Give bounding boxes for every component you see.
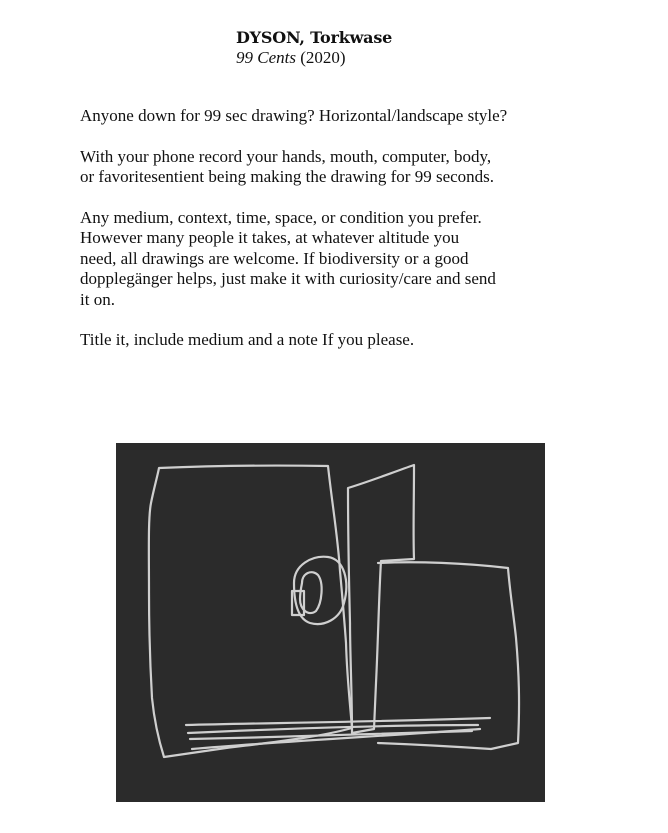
drawing-stroke-middle-block <box>348 465 414 733</box>
line-drawing-image <box>116 443 545 802</box>
paragraph-2: With your phone record your hands, mouth, computer, body, or favoritesentient being making the drawing for 99 seconds. <box>80 146 495 186</box>
artwork-title: 99 Cents <box>236 48 296 67</box>
artwork-header <box>236 28 392 68</box>
paragraph-1: Anyone down for 99 sec drawing? Horizontal/landscape style? <box>80 106 508 125</box>
paragraph-3: Any medium, context, time, space, or condition you prefer. However many people it takes, at whatever altitude you need, all drawings are welcome. If biodiversity or a good dopplegänger helps, just make it with curiosity/care and send it on. <box>80 207 496 309</box>
instructions-text <box>80 106 580 371</box>
artwork-title-line <box>236 48 392 68</box>
drawing-stroke-left-block <box>149 466 352 757</box>
artwork-year: (2020) <box>300 48 346 67</box>
drawing-svg <box>116 443 545 802</box>
drawing-stroke-ground-1 <box>186 718 490 725</box>
paragraph-4: Title it, include medium and a note If you please. <box>80 330 415 349</box>
artist-name: DYSON, Torkwase <box>236 28 393 47</box>
